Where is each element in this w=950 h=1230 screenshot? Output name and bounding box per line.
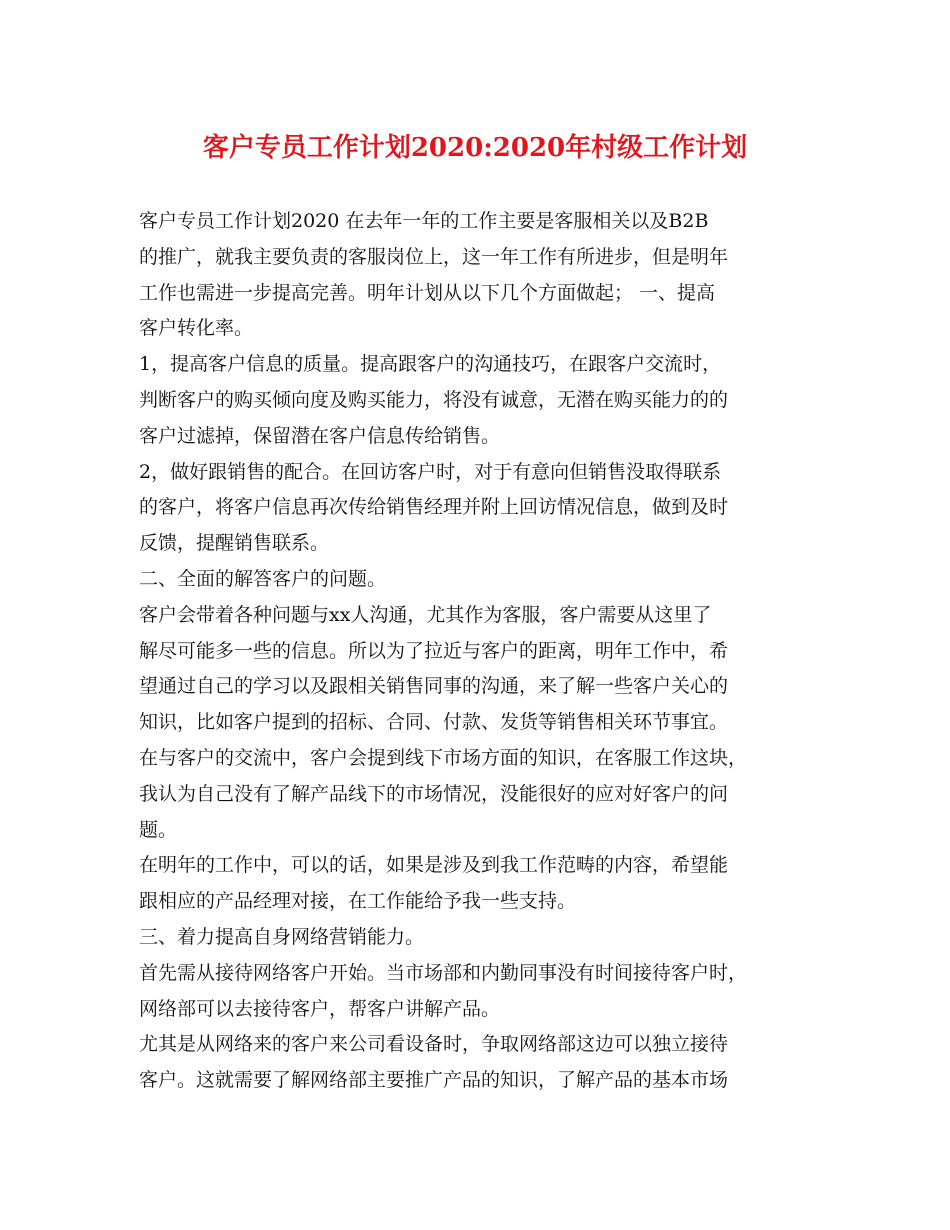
body-line: 尤其是从网络来的客户来公司看设备时，争取网络部这边可以独立接待 (139, 1033, 729, 1056)
body-line: 的客户，将客户信息再次传给销售经理并附上回访情况信息，做到及时 (139, 496, 729, 519)
body-line: 知识，比如客户提到的招标、合同、付款、发货等销售相关环节事宜。 (139, 711, 729, 734)
body-line: 的推广，就我主要负责的客服岗位上，这一年工作有所进步，但是明年 (139, 245, 729, 268)
body-line: 客户过滤掉，保留潜在客户信息传给销售。 (139, 424, 501, 447)
document-body (139, 204, 839, 1099)
document-title: 客户专员工作计划2020:2020年村级工作计划 (202, 133, 748, 163)
body-line: 客户会带着各种问题与xx人沟通，尤其作为客服，客户需要从这里了 (139, 603, 712, 626)
body-line: 在与客户的交流中，客户会提到线下市场方面的知识，在客服工作这块， (139, 746, 748, 769)
body-line: 工作也需进一步提高完善。明年计划从以下几个方面做起； 一、提高 (139, 281, 716, 304)
body-line: 网络部可以去接待客户，帮客户讲解产品。 (139, 997, 501, 1020)
body-line: 1，提高客户信息的质量。提高跟客户的沟通技巧，在跟客户交流时， (139, 353, 722, 376)
body-line: 望通过自己的学习以及跟相关销售同事的沟通，来了解一些客户关心的 (139, 675, 729, 698)
body-line: 题。 (139, 818, 178, 841)
body-line: 客户专员工作计划2020 在去年一年的工作主要是客服相关以及B2B (139, 210, 709, 232)
body-line: 三、着力提高自身网络营销能力。 (139, 925, 425, 948)
body-line: 客户转化率。 (139, 317, 254, 340)
body-line: 解尽可能多一些的信息。所以为了拉近与客户的距离，明年工作中，希 (139, 639, 729, 662)
body-line: 反馈，提醒销售联系。 (139, 532, 330, 555)
body-line: 首先需从接待网络客户开始。当市场部和内勤同事没有时间接待客户时， (139, 961, 748, 984)
body-line: 二、全面的解答客户的问题。 (139, 567, 387, 590)
body-line: 我认为自己没有了解产品线下的市场情况，没能很好的应对好客户的问 (139, 782, 729, 805)
body-line: 跟相应的产品经理对接，在工作能给予我一些支持。 (139, 890, 577, 913)
body-line: 在明年的工作中，可以的话，如果是涉及到我工作范畴的内容，希望能 (139, 854, 729, 877)
body-line: 判断客户的购买倾向度及购买能力，将没有诚意，无潜在购买能力的的 (139, 388, 729, 411)
body-line: 2，做好跟销售的配合。在回访客户时，对于有意向但销售没取得联系 (139, 460, 722, 483)
body-line: 客户。这就需要了解网络部主要推广产品的知识，了解产品的基本市场 (139, 1069, 729, 1092)
